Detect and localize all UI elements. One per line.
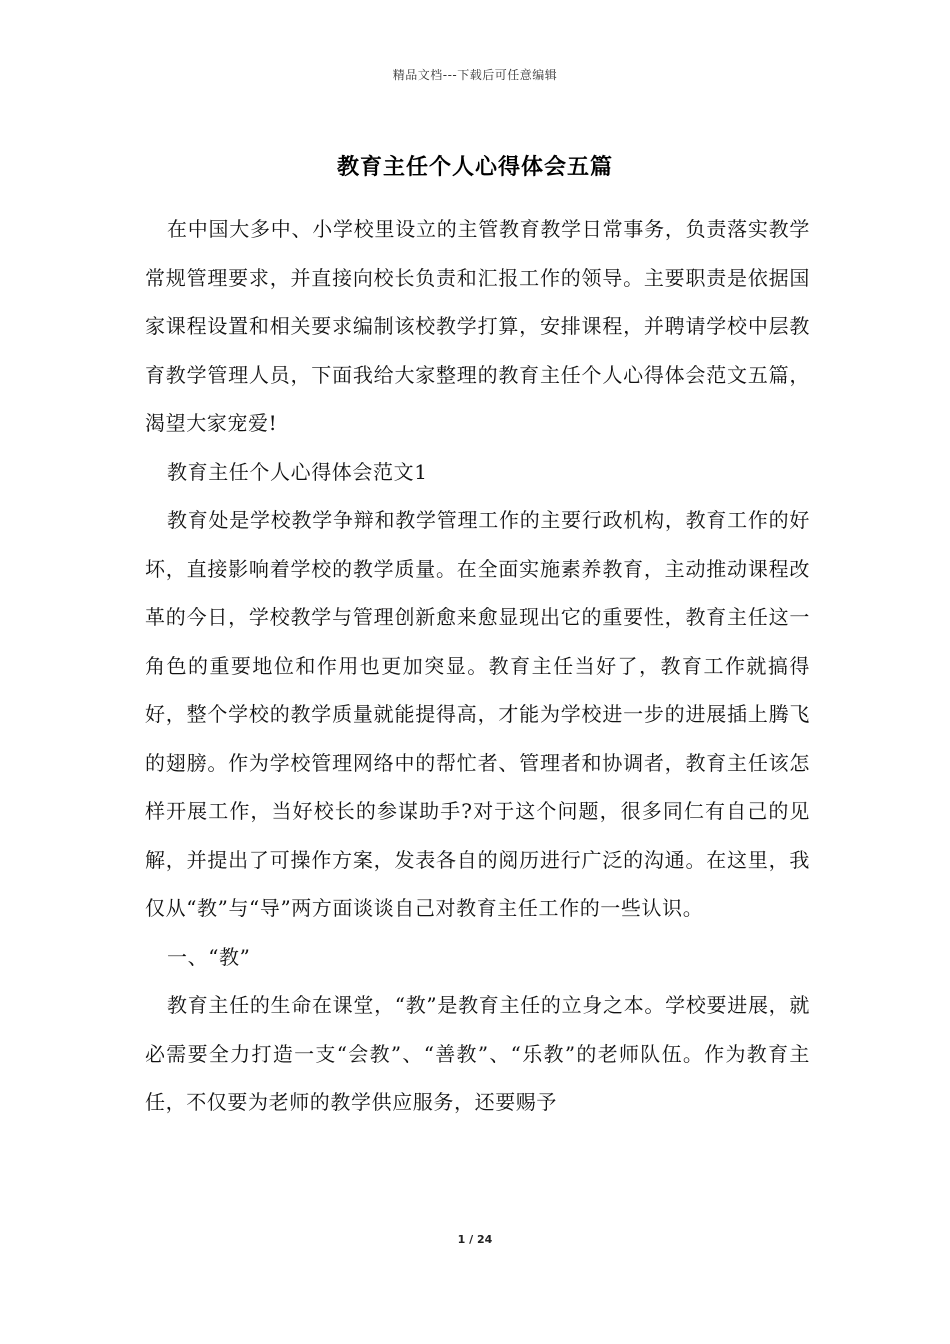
document-body — [145, 205, 810, 1127]
intro-paragraph: 在中国大多中、小学校里设立的主管教育教学日常事务，负责落实教学常规管理要求，并直接向校长负责和汇报工作的领导。主要职责是依据国家课程设置和相关要求编制该校教学打算，安排课程，并聘请学校中层教育教学管理人员，下面我给大家整理的教育主任个人心得体会范文五篇，渴望大家宠爱! — [145, 217, 810, 435]
teach-paragraph: 教育主任的生命在课堂，“教”是教育主任的立身之本。学校要进展，就必需要全力打造一支“会教”、“善教”、“乐教”的老师队伍。作为教育主任，不仅要为老师的教学供应服务，还要赐予 — [145, 993, 810, 1114]
essay-1-paragraph: 教育处是学校教学争辩和教学管理工作的主要行政机构，教育工作的好坏，直接影响着学校的教学质量。在全面实施素养教育，主动推动课程改革的今日，学校教学与管理创新愈来愈显现出它的重要性，教育主任这一角色的重要地位和作用也更加突显。教育主任当好了，教育工作就搞得好，整个学校的教学质量就能提得高，才能为学校进一步的进展插上腾飞的翅膀。作为学校管理网络中的帮忙者、管理者和协调者，教育主任该怎样开展工作，当好校长的参谋助手?对于这个问题，很多同仁有自己的见解，并提出了可操作方案，发表各自的阅历进行广泛的沟通。在这里，我仅从“教”与“导”两方面谈谈自己对教育主任工作的一些认识。 — [145, 508, 810, 920]
document-title: 教育主任个人心得体会五篇 — [336, 155, 613, 180]
subsection-heading-teach: 一、“教” — [167, 944, 251, 969]
header-note: 精品文档---下载后可任意编辑 — [392, 68, 558, 82]
section-heading-essay-1: 教育主任个人心得体会范文1 — [167, 459, 428, 484]
page-number: 1 / 24 — [457, 1233, 493, 1246]
